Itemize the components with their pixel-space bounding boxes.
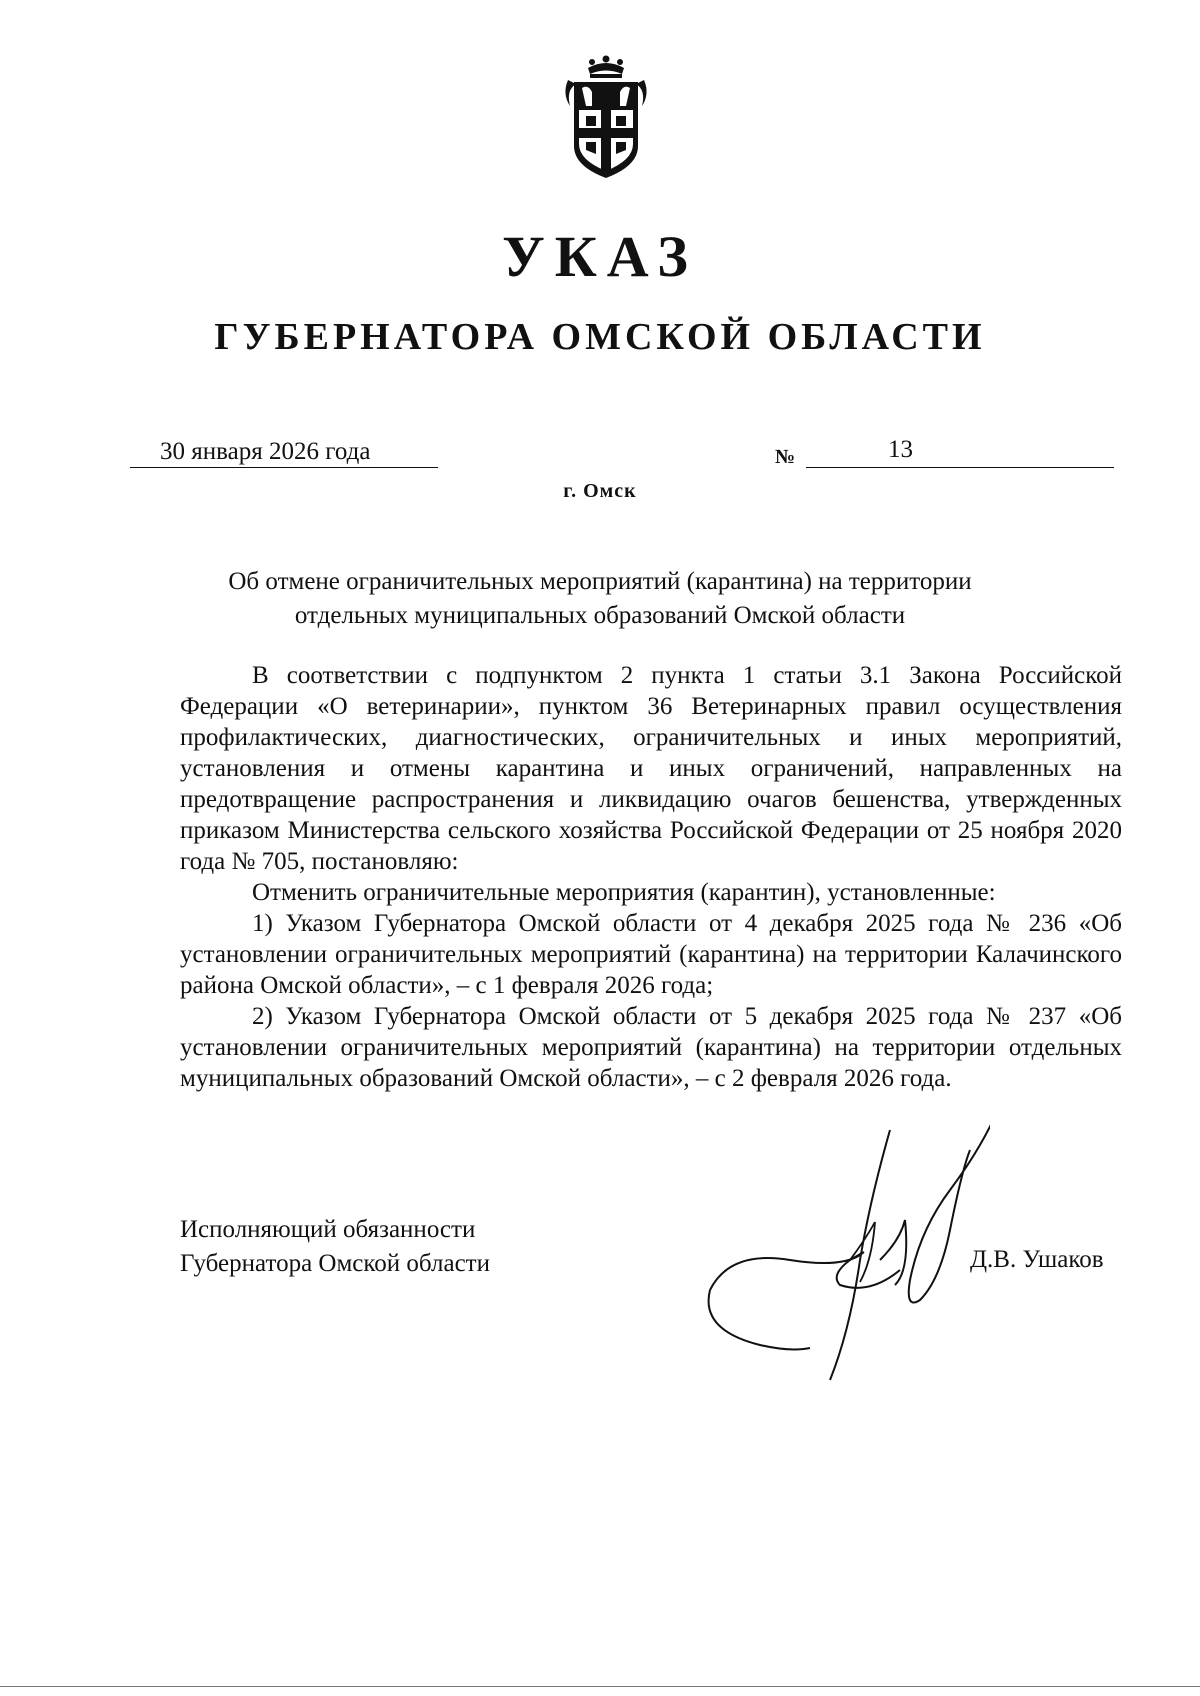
handwritten-signature-icon [700,1110,990,1390]
signatory-name: Д.В. Ушаков [970,1246,1104,1273]
heading-line-1: Об отмене ограничительных мероприятий (карантина) на территории [228,568,972,595]
signatory-position [180,1213,490,1281]
document-body [180,660,1122,1094]
document-number: 13 [888,436,913,463]
body-paragraph: В соответствии с подпунктом 2 пункта 1 статьи 3.1 Закона Российской Федерации «О ветеринарии», пунктом 36 Ветеринарных правил осуществления профилактических, диагностических, ограничительных и иных мероприятий, установления и отмены карантина и иных ограничений, направленных на предотвращение распространения и ликвидацию очагов бешенства, утвержденных приказом Министерства сельского хозяйства Российской Федерации от 25 ноября 2020 года № 705, постановляю: [180,662,1122,875]
coat-of-arms-icon [562,54,650,184]
date-field [130,437,438,468]
signatory-position-line-1: Исполняющий обязанности [180,1216,476,1243]
signatory-position-line-2: Губернатора Омской области [180,1250,490,1277]
document-heading [150,565,1050,633]
number-label: № [775,446,796,468]
number-field [806,437,1114,468]
heading-line-2: отдельных муниципальных образований Омской области [294,602,906,629]
bottom-divider [0,1686,1200,1687]
document-city: г. Омск [563,480,637,502]
body-paragraph: 1) Указом Губернатора Омской области от 4 декабря 2025 года № 236 «Об установлении ограничительных мероприятий (карантина) на территории Калачинского района Омской области», – с 1 февраля 2026 года; [180,910,1122,999]
body-paragraph: 2) Указом Губернатора Омской области от 5 декабря 2025 года № 237 «Об установлении ограничительных мероприятий (карантина) на территории отдельных муниципальных образований Омской области», – с 2 февраля 2026 года. [180,1003,1122,1092]
document-subtitle: ГУБЕРНАТОРА ОМСКОЙ ОБЛАСТИ [214,316,986,358]
body-paragraph: Отменить ограничительные мероприятия (карантин), установленные: [252,879,996,906]
document-date: 30 января 2026 года [160,438,371,465]
document-title: УКАЗ [502,224,698,289]
